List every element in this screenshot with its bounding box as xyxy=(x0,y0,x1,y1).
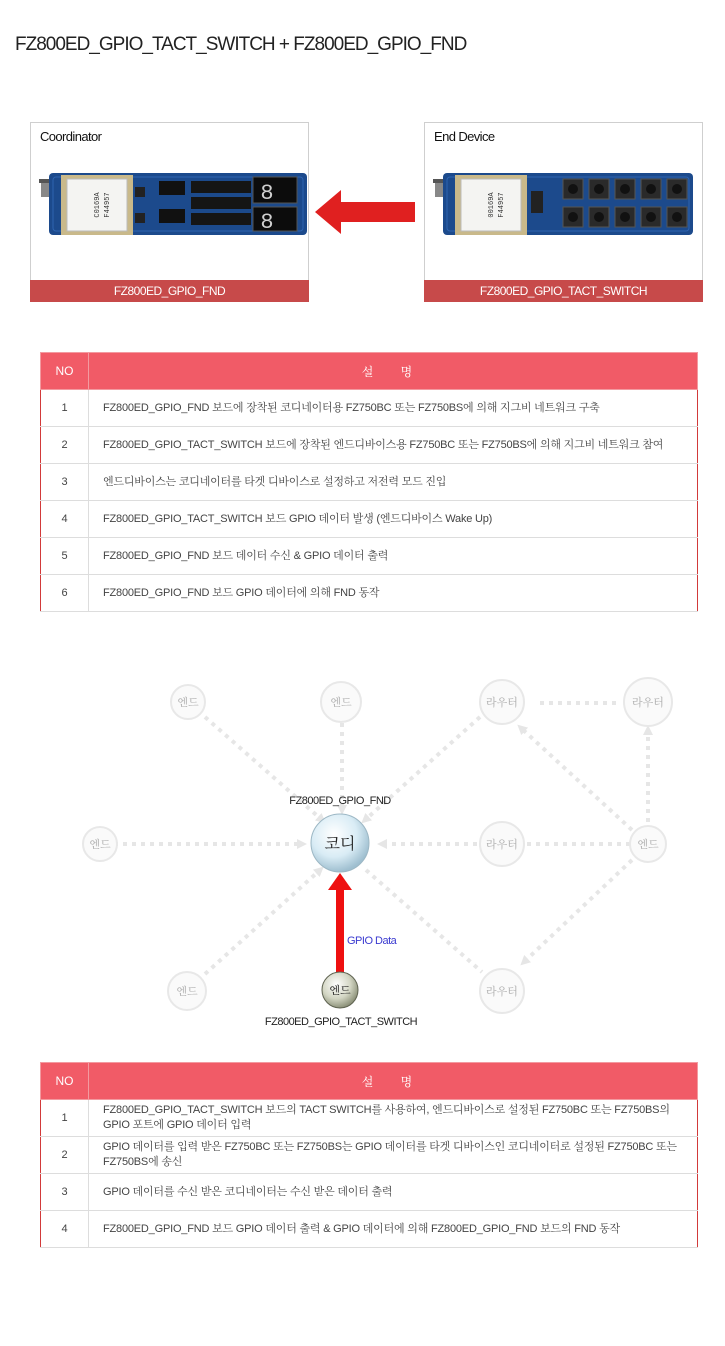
end-node xyxy=(168,972,206,1010)
end-node xyxy=(321,682,361,722)
coordinator-node-label: 코디 xyxy=(324,836,356,853)
coordinator-label: Coordinator xyxy=(40,129,102,144)
sender-caption: FZ800ED_GPIO_TACT_SWITCH xyxy=(264,1016,418,1028)
router-node-label: 라우터 xyxy=(632,697,664,709)
coordinator-fnd-digit-2: 8 xyxy=(260,210,274,235)
coordinator-caption: FZ800ED_GPIO_FND xyxy=(289,795,391,807)
end-device-module-line2: F44957 xyxy=(498,192,506,218)
description-table-1 xyxy=(40,352,698,612)
end-node-label: 엔드 xyxy=(176,986,198,998)
end-node-label: 엔드 xyxy=(89,839,111,851)
table-row: 3 GPIO 데이터를 수신 받은 코디네이터는 수신 받은 데이터 출력 xyxy=(41,1174,698,1211)
left-arrow-icon xyxy=(315,190,417,234)
coordinator-module-line2: F44957 xyxy=(104,192,112,218)
end-device-board-image xyxy=(425,159,704,249)
header-no: NO xyxy=(41,353,89,390)
table-row: 1 FZ800ED_GPIO_FND 보드에 장착된 코디네이터용 FZ750BC 또는 FZ750BS에 의해 지그비 네트워크 구축 xyxy=(41,390,698,427)
table-row: 1 FZ800ED_GPIO_TACT_SWITCH 보드의 TACT SWITCH를 사용하여, 엔드디바이스로 설정된 FZ750BC 또는 FZ750BS의 GPIO 포트에 GPIO 데이터 입력 xyxy=(41,1100,698,1137)
end-node-label: 엔드 xyxy=(177,697,199,709)
end-device-label: End Device xyxy=(434,129,495,144)
end-node xyxy=(83,827,117,861)
router-node xyxy=(480,680,524,724)
table-header xyxy=(41,1063,698,1100)
table-row: 3 엔드디바이스는 코디네이터를 타겟 디바이스로 설정하고 저전력 모드 진입 xyxy=(41,464,698,501)
coordinator-module-line1: C0169A xyxy=(94,192,102,218)
end-device-footer: FZ800ED_GPIO_TACT_SWITCH xyxy=(424,280,703,302)
router-node-label: 라우터 xyxy=(486,839,518,851)
gpio-data-arrow xyxy=(328,873,352,973)
table-row: 2 GPIO 데이터를 입력 받은 FZ750BC 또는 FZ750BS는 GPIO 데이터를 타겟 디바이스인 코디네이터로 설정된 FZ750BC 또는 FZ750BS에 송신 xyxy=(41,1137,698,1174)
router-node-label: 라우터 xyxy=(486,986,518,998)
end-node xyxy=(630,826,666,862)
table-row: 2 FZ800ED_GPIO_TACT_SWITCH 보드에 장착된 엔드디바이스용 FZ750BC 또는 FZ750BS에 의해 지그비 네트워크 참여 xyxy=(41,427,698,464)
sender-node xyxy=(322,972,358,1008)
header-desc: 설 명 xyxy=(89,353,698,390)
table-row: 4 FZ800ED_GPIO_FND 보드 GPIO 데이터 출력 & GPIO 데이터에 의해 FZ800ED_GPIO_FND 보드의 FND 동작 xyxy=(41,1211,698,1248)
header-no: NO xyxy=(41,1063,89,1100)
description-table-2 xyxy=(40,1062,698,1248)
router-node-label: 라우터 xyxy=(486,697,518,709)
header-desc: 설 명 xyxy=(89,1063,698,1100)
router-node xyxy=(480,822,524,866)
table-row: 5 FZ800ED_GPIO_FND 보드 데이터 수신 & GPIO 데이터 출력 xyxy=(41,538,698,575)
coordinator-card xyxy=(30,122,309,302)
router-node xyxy=(624,678,672,726)
end-node-label: 엔드 xyxy=(330,697,352,709)
end-device-card xyxy=(424,122,703,302)
table-header xyxy=(41,353,698,390)
coordinator-board-image xyxy=(31,159,310,249)
gpio-data-label: GPIO Data xyxy=(347,935,397,947)
router-node xyxy=(480,969,524,1013)
end-node-label: 엔드 xyxy=(637,839,659,851)
coordinator-footer: FZ800ED_GPIO_FND xyxy=(30,280,309,302)
end-device-module-line1: 00169A xyxy=(488,192,496,218)
coordinator-node xyxy=(311,814,369,872)
sender-node-label: 엔드 xyxy=(329,985,351,997)
page-title: FZ800ED_GPIO_TACT_SWITCH + FZ800ED_GPIO_FND xyxy=(15,34,467,55)
network-links xyxy=(114,703,648,974)
end-node xyxy=(171,685,205,719)
coordinator-fnd-digit-1: 8 xyxy=(260,181,274,206)
network-diagram xyxy=(0,660,725,1040)
table-row: 6 FZ800ED_GPIO_FND 보드 GPIO 데이터에 의해 FND 동작 xyxy=(41,575,698,612)
table-row: 4 FZ800ED_GPIO_TACT_SWITCH 보드 GPIO 데이터 발생 (엔드디바이스 Wake Up) xyxy=(41,501,698,538)
